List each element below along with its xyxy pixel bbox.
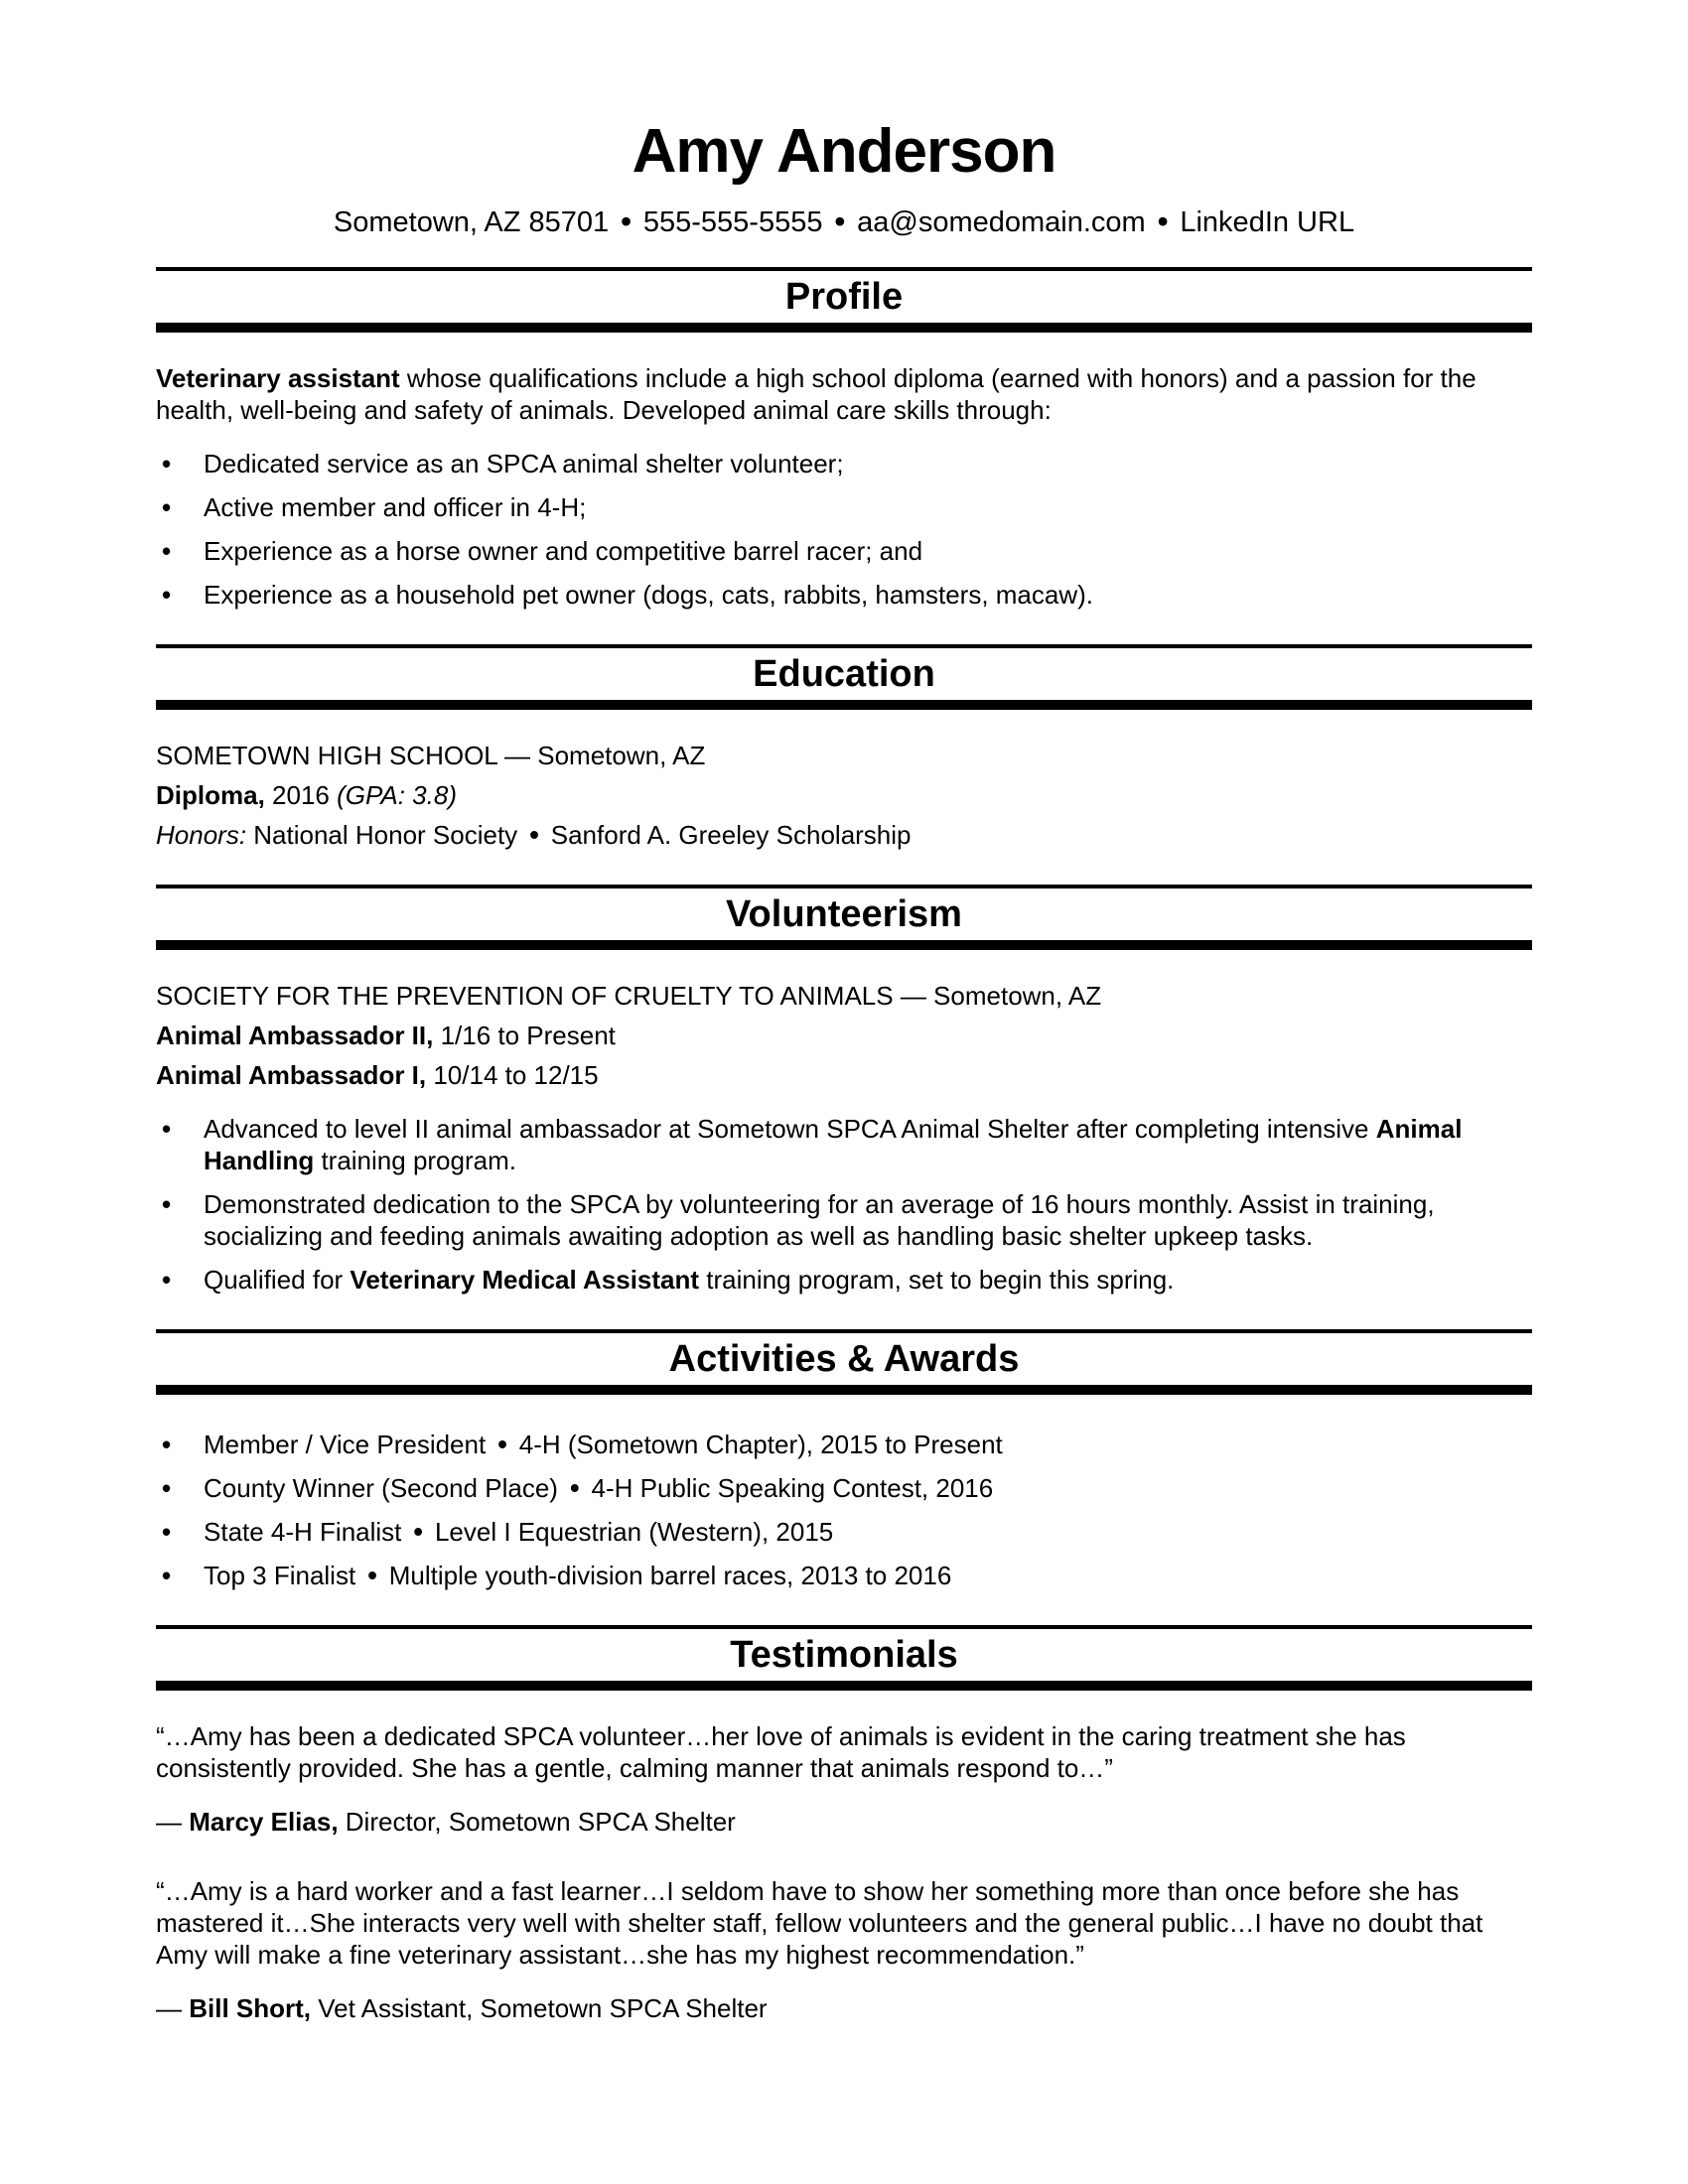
- text-segment: Member / Vice President: [204, 1430, 487, 1459]
- separator-dot: •: [1157, 205, 1169, 238]
- separator-dot: •: [413, 1516, 423, 1547]
- text-segment: 4-H (Sometown Chapter), 2015 to Present: [518, 1430, 1003, 1459]
- separator-dot: •: [834, 205, 846, 238]
- list-item: [156, 1188, 1532, 1252]
- separator-dot: •: [529, 819, 539, 850]
- text-segment: 4-H Public Speaking Contest, 2016: [591, 1473, 994, 1503]
- section-title-volunteerism: Volunteerism: [726, 893, 962, 935]
- testimonial-quote: [156, 1875, 1532, 1971]
- text-segment: aa@somedomain.com: [857, 206, 1146, 238]
- text-segment: 10/14 to 12/15: [426, 1060, 599, 1090]
- text-segment: “…Amy has been a dedicated SPCA volunteer…her love of animals is evident in the caring treatment she has consistently provided. She has a gentle, calming manner that animals respond to…”: [156, 1721, 1406, 1783]
- list-item: [156, 448, 1532, 479]
- list-item: [156, 1113, 1532, 1176]
- text-segment: Experience as a household pet owner (dogs, cats, rabbits, hamsters, macaw).: [204, 580, 1093, 610]
- list-item: [156, 535, 1532, 567]
- text-segment: Level I Equestrian (Western), 2015: [434, 1517, 834, 1547]
- text-segment: Dedicated service as an SPCA animal shelter volunteer;: [204, 449, 844, 478]
- text-segment: Director, Sometown SPCA Shelter: [338, 1807, 736, 1837]
- text-segment: Honors:: [156, 820, 247, 850]
- testimonial-attribution: [156, 1806, 1532, 1838]
- list-item: [156, 1472, 1532, 1504]
- text-segment: training program.: [314, 1146, 516, 1175]
- resume-content: [156, 0, 1532, 2024]
- text-segment: Sanford A. Greeley Scholarship: [550, 820, 912, 850]
- volunteerism-role-line: [156, 1059, 1532, 1091]
- text-segment: whose qualifications include a high school diploma (earned with honors) and a passion for the health, well-being and safety of animals. Developed animal care skills through:: [156, 363, 1477, 425]
- text-segment: Advanced to level II animal ambassador at Sometown SPCA Animal Shelter after completing intensive: [204, 1114, 1376, 1144]
- text-segment: “…Amy is a hard worker and a fast learner…I seldom have to show her something more than once before she has mastered it…She interacts very well with shelter staff, fellow volunteers and the general public…I have no doubt that Amy will make a fine veterinary assistant…she has my highest recommendation.”: [156, 1876, 1483, 1970]
- text-segment: Demonstrated dedication to the SPCA by volunteering for an average of 16 hours monthly. Assist in training, socializing and feeding animals awaiting adoption as well as handling basic shelter upkeep tasks.: [204, 1189, 1435, 1251]
- volunteerism-role-line: [156, 1020, 1532, 1051]
- list-item: [156, 1264, 1532, 1296]
- candidate-name: Amy Anderson: [632, 117, 1056, 186]
- text-segment: SOCIETY FOR THE PREVENTION OF CRUELTY TO ANIMALS — Sometown, AZ: [156, 981, 1102, 1011]
- education-honors-line: [156, 819, 1532, 851]
- section-rule-thin: [156, 1625, 1532, 1629]
- list-item: [156, 491, 1532, 523]
- section-rule-thin: [156, 885, 1532, 888]
- text-segment: Diploma,: [156, 780, 265, 810]
- text-segment: County Winner (Second Place): [204, 1473, 558, 1503]
- text-segment: (GPA: 3.8): [337, 780, 457, 810]
- text-segment: LinkedIn URL: [1180, 206, 1355, 238]
- text-segment: Marcy Elias,: [189, 1807, 339, 1837]
- education-school-line: [156, 740, 1532, 771]
- text-segment: Qualified for: [204, 1265, 351, 1295]
- text-segment: Animal Handling: [204, 1114, 1463, 1175]
- text-segment: Sometown, AZ 85701: [333, 206, 610, 238]
- text-segment: 555-555-5555: [642, 206, 823, 238]
- list-item: [156, 579, 1532, 611]
- activities-bullet-list: [156, 1429, 1532, 1591]
- text-segment: Veterinary assistant: [156, 363, 400, 393]
- profile-intro: [156, 362, 1532, 426]
- text-segment: Animal Ambassador I,: [156, 1060, 427, 1090]
- volunteerism-bullet-list: [156, 1113, 1532, 1296]
- education-diploma-line: [156, 779, 1532, 811]
- profile-bullet-list: [156, 448, 1532, 611]
- text-segment: Experience as a horse owner and competitive barrel racer; and: [204, 536, 923, 566]
- section-rule-thick: [156, 1385, 1532, 1395]
- volunteerism-org-line: [156, 980, 1532, 1012]
- testimonial-quote: [156, 1720, 1532, 1784]
- text-segment: Bill Short,: [189, 1993, 312, 2023]
- text-segment: SOMETOWN HIGH SCHOOL — Sometown, AZ: [156, 741, 706, 770]
- section-rule-thick: [156, 940, 1532, 950]
- section-title-profile: Profile: [784, 276, 904, 318]
- text-segment: National Honor Society: [246, 820, 518, 850]
- text-segment: training program, set to begin this spring.: [699, 1265, 1175, 1295]
- separator-dot: •: [367, 1560, 377, 1590]
- section-rule-thick: [156, 323, 1532, 333]
- text-segment: Vet Assistant, Sometown SPCA Shelter: [311, 1993, 768, 2023]
- list-item: [156, 1429, 1532, 1460]
- list-item: [156, 1560, 1532, 1591]
- separator-dot: •: [497, 1429, 507, 1459]
- text-segment: 2016: [264, 780, 338, 810]
- text-segment: —: [156, 1993, 190, 2023]
- separator-dot: •: [569, 1472, 580, 1503]
- section-rule-thick: [156, 1681, 1532, 1691]
- text-segment: Multiple youth-division barrel races, 2013 to 2016: [388, 1561, 952, 1590]
- list-item: [156, 1516, 1532, 1548]
- section-title-activities: Activities & Awards: [668, 1338, 1020, 1380]
- section-rule-thin: [156, 1329, 1532, 1333]
- text-segment: —: [156, 1807, 190, 1837]
- section-rule-thin: [156, 267, 1532, 271]
- separator-dot: •: [621, 205, 632, 238]
- text-segment: Active member and officer in 4-H;: [204, 492, 587, 522]
- section-title-education: Education: [753, 653, 935, 695]
- section-rule-thick: [156, 700, 1532, 710]
- section-rule-thin: [156, 644, 1532, 648]
- section-title-testimonials: Testimonials: [730, 1634, 958, 1676]
- text-segment: Top 3 Finalist: [204, 1561, 356, 1590]
- text-segment: 1/16 to Present: [433, 1021, 616, 1050]
- text-segment: Animal Ambassador II,: [156, 1021, 434, 1050]
- testimonial-attribution: [156, 1992, 1532, 2024]
- contact-line: [156, 204, 1532, 240]
- text-segment: Veterinary Medical Assistant: [350, 1265, 700, 1295]
- text-segment: State 4-H Finalist: [204, 1517, 402, 1547]
